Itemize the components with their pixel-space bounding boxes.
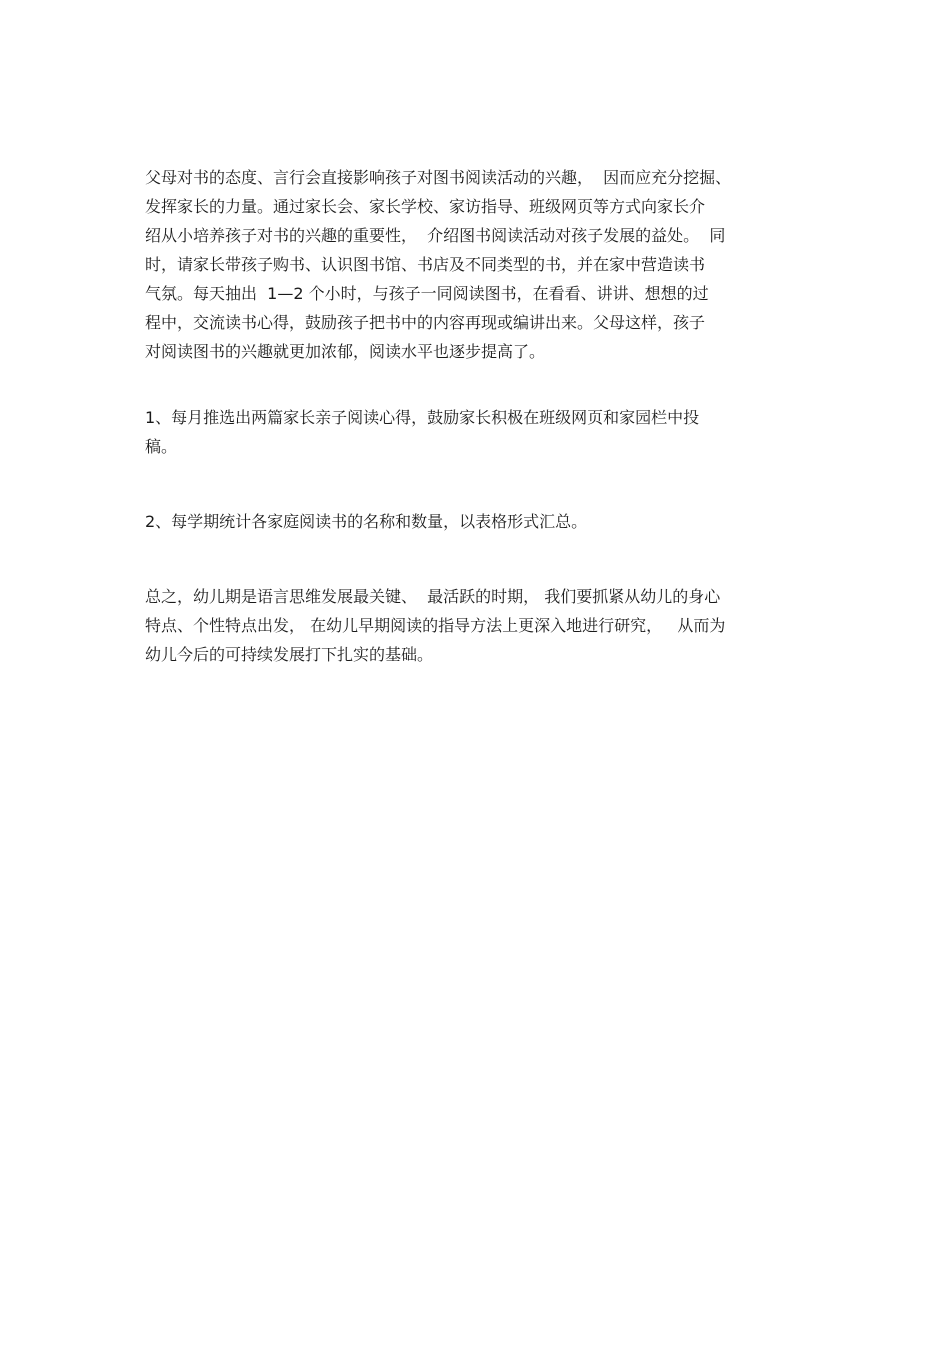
text-line: 稿。 xyxy=(145,437,178,456)
text-line: 绍从小培养孩子对书的兴趣的重要性， 介绍图书阅读活动对孩子发展的益处。 同 xyxy=(145,226,726,245)
text-line: 幼儿今后的可持续发展打下扎实的基础。 xyxy=(145,645,434,664)
text-line: 发挥家长的力量。通过家长会、家长学校、家访指导、班级网页等方式向家长介 xyxy=(145,197,706,216)
paragraph-parent-influence xyxy=(145,163,815,366)
text-line: 总之，幼儿期是语言思维发展最关键、 最活跃的时期， 我们要抓紧从幼儿的身心 xyxy=(145,587,721,606)
text-line: 程中，交流读书心得，鼓励孩子把书中的内容再现或编讲出来。父母这样，孩子 xyxy=(145,313,706,332)
text-line: 对阅读图书的兴趣就更加浓郁，阅读水平也逐步提高了。 xyxy=(145,342,546,361)
text-line: 特点、个性特点出发， 在幼儿早期阅读的指导方法上更深入地进行研究， 从而为 xyxy=(145,616,726,635)
text-line: 时，请家长带孩子购书、认识图书馆、书店及不同类型的书，并在家中营造读书 xyxy=(145,255,706,274)
paragraph-conclusion xyxy=(145,582,815,669)
text-line: 气氛。每天抽出 1—2 个小时，与孩子一同阅读图书，在看看、讲讲、想想的过 xyxy=(145,284,709,303)
text-line: 父母对书的态度、言行会直接影响孩子对图书阅读活动的兴趣， 因而应充分挖掘、 xyxy=(145,168,732,187)
paragraph-monthly-selection xyxy=(145,403,815,461)
paragraph-semester-statistics xyxy=(145,507,815,536)
document-body xyxy=(145,163,815,669)
text-line: 1、每月推选出两篇家长亲子阅读心得，鼓励家长积极在班级网页和家园栏中投 xyxy=(145,408,700,427)
text-line: 2、每学期统计各家庭阅读书的名称和数量，以表格形式汇总。 xyxy=(145,512,588,531)
